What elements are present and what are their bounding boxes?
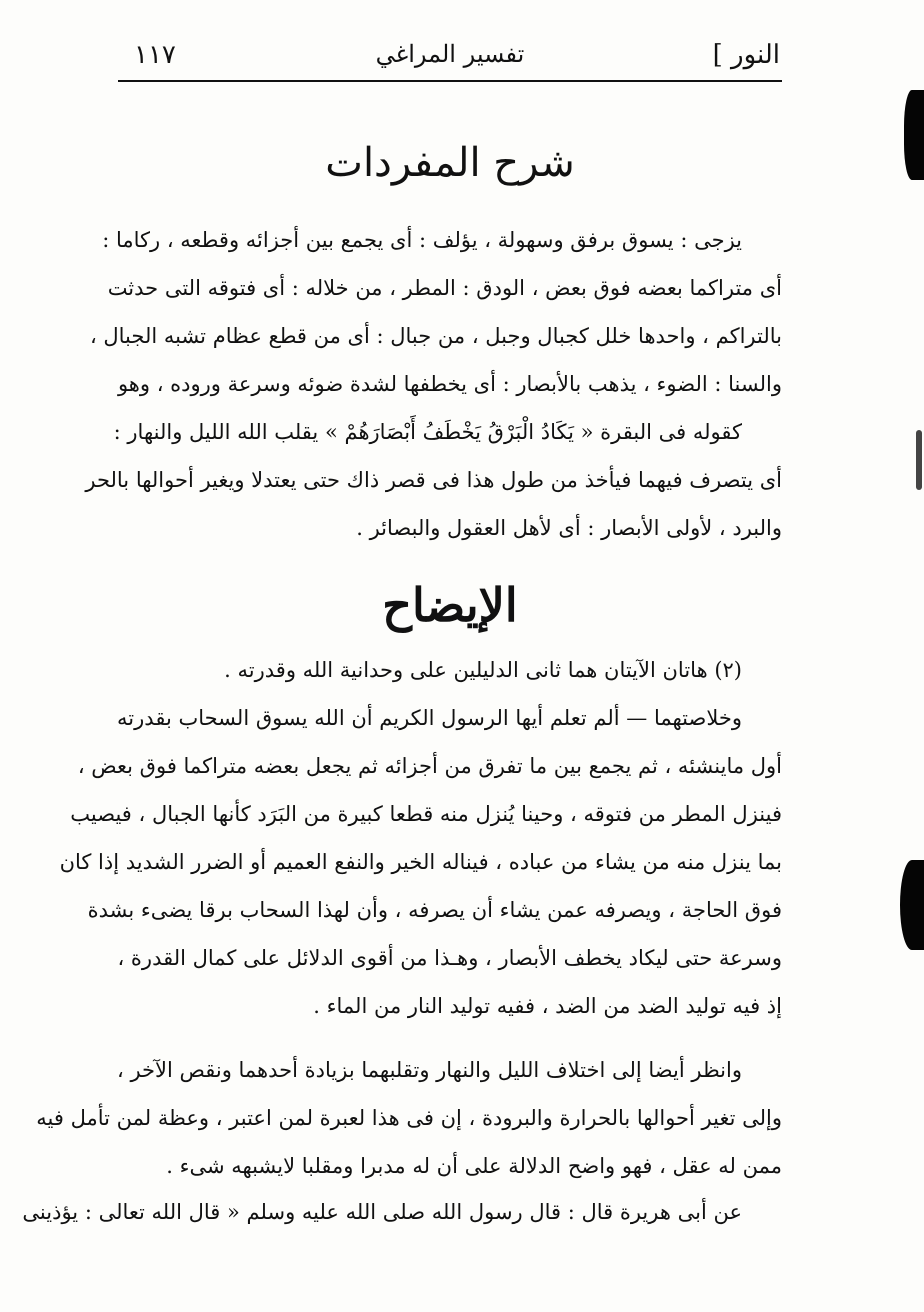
scan-edge-shadow <box>904 90 924 180</box>
text-line: وإلى تغير أحوالها بالحرارة والبرودة ، إن فى هذا لعبرة لمن اعتبر ، وعظة لمن تأمل فيه <box>36 1106 782 1130</box>
text-line: كقوله فى البقرة « يَكَادُ الْبَرْقُ يَخْطَفُ أَبْصَارَهُمْ » يقلب الله الليل والنهار : <box>113 420 742 444</box>
heading-idah: الإيضاح <box>382 578 518 632</box>
scan-edge-shadow <box>900 860 924 950</box>
text-line: والبرد ، لأولى الأبصار : أى لأهل العقول والبصائر . <box>356 516 782 540</box>
text-line: وانظر أيضا إلى اختلاف الليل والنهار وتقلبهما بزيادة أحدهما ونقص الآخر ، <box>117 1058 742 1082</box>
idah-paragraph <box>59 694 782 1030</box>
text-line: إذ فيه توليد الضد من الضد ، ففيه توليد النار من الماء . <box>313 994 782 1018</box>
text-line: أى متراكما بعضه فوق بعض ، الودق : المطر ، من خلاله : أى فتوقه التى حدثت <box>107 276 782 300</box>
text-line: أى يتصرف فيهما فيأخذ من طول هذا فى قصر ذاك حتى يعتدلا ويغير أحوالها بالحر <box>85 468 782 492</box>
text-line: ممن له عقل ، فهو واضح الدلالة على أن له مدبرا ومقلبا لايشبهه شىء . <box>166 1154 782 1178</box>
text-line: والسنا : الضوء ، يذهب بالأبصار : أى يخطفها لشدة ضوئه وسرعة وروده ، وهو <box>117 372 782 396</box>
book-title: تفسير المراغي <box>375 40 525 68</box>
heading-mufradat: شرح المفردات <box>325 140 575 186</box>
page-number: ١١٧ <box>134 40 176 70</box>
text-line: فوق الحاجة ، ويصرفه عمن يشاء أن يصرفه ، وأن لهذا السحاب برقا يضىء بشدة <box>87 898 782 922</box>
text-line: يزجى : يسوق برفق وسهولة ، يؤلف : أى يجمع بين أجزائه وقطعه ، ركاما : <box>102 228 742 252</box>
scan-edge-mark <box>916 430 922 490</box>
text-line: أول ماينشئه ، ثم يجمع بين ما تفرق من أجزائه ثم يجعل بعضه متراكما فوق بعض ، <box>77 754 782 778</box>
text-line: (٢) هاتان الآيتان هما ثانى الدليلين على وحدانية الله وقدرته . <box>224 658 742 682</box>
text-line: بما ينزل منه من يشاء من عباده ، فيناله الخير والنفع العميم أو الضرر الشديد إذا كان <box>59 850 782 874</box>
surah-name: النور ] <box>712 40 780 70</box>
header-rule <box>118 80 782 82</box>
text-line: بالتراكم ، واحدها خلل كجبال وجبل ، من جبال : أى من قطع عظام تشبه الجبال ، <box>89 324 782 348</box>
text-line: وخلاصتهما — ألم تعلم أيها الرسول الكريم أن الله يسوق السحاب بقدرته <box>117 706 742 730</box>
text-line: فينزل المطر من فتوقه ، وحينا يُنزل منه قطعا كبيرة من البَرَد كأنها الجبال ، فيصيب <box>70 802 782 826</box>
hadith-paragraph <box>22 1188 782 1236</box>
text-line: عن أبى هريرة قال : قال رسول الله صلى الله عليه وسلم « قال الله تعالى : يؤذينى <box>22 1200 742 1224</box>
text-line: وسرعة حتى ليكاد يخطف الأبصار ، وهـذا من أقوى الدلائل على كمال القدرة ، <box>117 946 782 970</box>
idah-paragraph-2 <box>36 1046 782 1190</box>
running-header <box>120 36 780 80</box>
mufradat-paragraph <box>85 216 782 552</box>
idah-intro <box>118 646 782 694</box>
